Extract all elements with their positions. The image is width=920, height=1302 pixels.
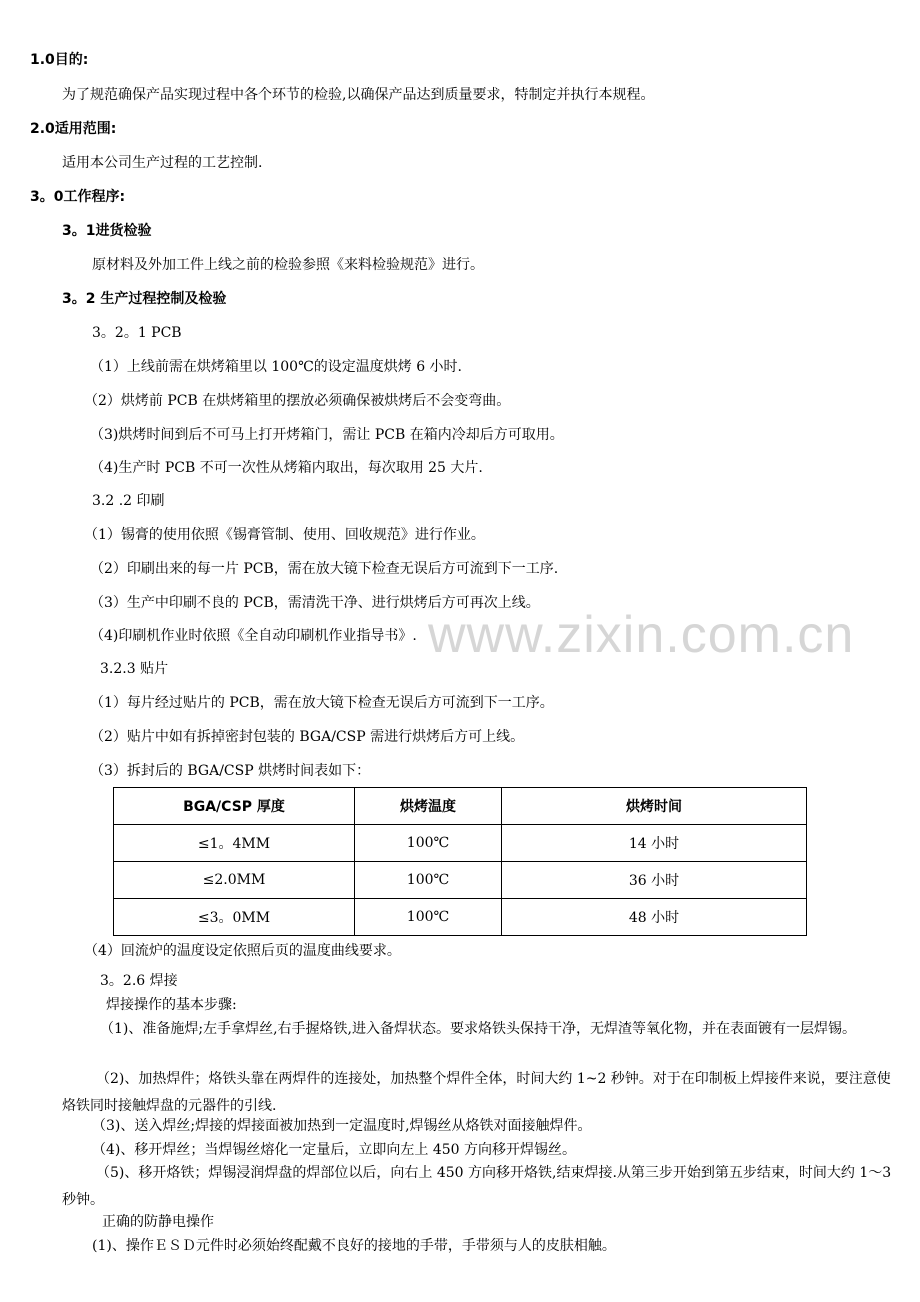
section-3-2-heading: 3。2 生产过程控制及检验 — [62, 291, 227, 307]
table-row — [114, 899, 807, 936]
table-cell: 14 小时 — [502, 825, 807, 862]
subsection-placement-heading: 3.2.3 贴片 — [100, 661, 169, 677]
watermark: www.zixin.com.cn — [428, 606, 855, 664]
table-cell: 100℃ — [355, 862, 502, 899]
list-item: （3）拆封后的 BGA/CSP 烘烤时间表如下： — [90, 763, 371, 779]
section-3-1-heading: 3。1进货检验 — [62, 223, 152, 239]
table-cell: ≤1。4MM — [114, 825, 355, 862]
soldering-steps-title: 焊接操作的基本步骤: — [106, 997, 237, 1013]
table-cell: 100℃ — [355, 825, 502, 862]
section-3-1-body: 原材料及外加工件上线之前的检验参照《来料检验规范》进行。 — [92, 257, 484, 273]
table-cell: 36 小时 — [502, 862, 807, 899]
section-1-body: 为了规范确保产品实现过程中各个环节的检验,以确保产品达到质量要求，特制定并执行本规程。 — [62, 87, 655, 103]
list-item: （4）回流炉的温度设定依照后页的温度曲线要求。 — [84, 943, 401, 959]
section-3-heading: 3。0工作程序: — [30, 189, 126, 205]
soldering-step: （2)、加热焊件；烙铁头靠在两焊件的连接处，加热整个焊件全体，时间大约 1~2 秒钟。对于在印制板上焊接件来说，要注意使烙铁同时接触焊盘的元器件的引线. — [62, 1071, 891, 1114]
list-item: （2）贴片中如有拆掉密封包装的 BGA/CSP 需进行烘烤后方可上线。 — [90, 729, 525, 745]
soldering-step: （5)、移开烙铁；焊锡浸润焊盘的焊部位以后，向右上 450 方向移开烙铁,结束焊接.从第三步开始到第五步结束，时间大约 1～3 秒钟。 — [62, 1165, 892, 1208]
table-row — [114, 862, 807, 899]
list-item: （4)生产时 PCB 不可一次性从烤箱内取出，每次取用 25 大片. — [90, 460, 483, 476]
subsection-soldering-heading: 3。2.6 焊接 — [100, 973, 178, 989]
esd-title: 正确的防静电操作 — [102, 1214, 214, 1230]
list-item: （1）每片经过贴片的 PCB，需在放大镜下检查无误后方可流到下一工序。 — [90, 695, 554, 711]
table-cell: 48 小时 — [502, 899, 807, 936]
section-1-heading: 1.0目的: — [30, 52, 89, 68]
list-item: （4)印刷机作业时依照《全自动印刷机作业指导书》. — [90, 628, 417, 644]
table-cell: ≤2.0MM — [114, 862, 355, 899]
list-item: （3)烘烤时间到后不可马上打开烤箱门，需让 PCB 在箱内冷却后方可取用。 — [90, 427, 564, 443]
subsection-pcb-heading: 3。2。1 PCB — [92, 325, 182, 341]
list-item: （1）锡膏的使用依照《锡膏管制、使用、回收规范》进行作业。 — [84, 527, 485, 543]
list-item: （1）上线前需在烘烤箱里以 100℃的设定温度烘烤 6 小时. — [90, 359, 462, 375]
table-cell: 100℃ — [355, 899, 502, 936]
esd-item: (1)、操作ＥＳＤ元件时必须始终配戴不良好的接地的手带，手带须与人的皮肤相触。 — [92, 1238, 616, 1254]
list-item: （2）烘烤前 PCB 在烘烤箱里的摆放必须确保被烘烤后不会变弯曲。 — [84, 393, 511, 409]
table-header-row — [114, 788, 807, 825]
table-row — [114, 825, 807, 862]
list-item: （2）印刷出来的每一片 PCB，需在放大镜下检查无误后方可流到下一工序. — [90, 561, 559, 577]
list-item: （3）生产中印刷不良的 PCB，需清洗干净、进行烘烤后方可再次上线。 — [90, 595, 540, 611]
table-cell: ≤3。0MM — [114, 899, 355, 936]
soldering-step: （4)、移开焊丝；当焊锡丝熔化一定量后，立即向左上 450 方向移开焊锡丝。 — [92, 1142, 576, 1158]
soldering-step: （3)、送入焊丝;焊接的焊接面被加热到一定温度时,焊锡丝从烙铁对面接触焊件。 — [92, 1118, 592, 1134]
bga-baking-table — [113, 787, 807, 936]
section-2-heading: 2.0适用范围: — [30, 121, 117, 137]
section-2-body: 适用本公司生产过程的工艺控制. — [62, 155, 263, 171]
column-header: BGA/CSP 厚度 — [114, 788, 355, 825]
column-header: 烘烤温度 — [355, 788, 502, 825]
subsection-printing-heading: 3.2 .2 印刷 — [92, 493, 165, 509]
soldering-step: （1)、准备施焊;左手拿焊丝,右手握烙铁,进入备焊状态。要求烙铁头保持干净，无焊渣等氧化物，并在表面镀有一层焊锡。 — [100, 1021, 856, 1037]
column-header: 烘烤时间 — [502, 788, 807, 825]
